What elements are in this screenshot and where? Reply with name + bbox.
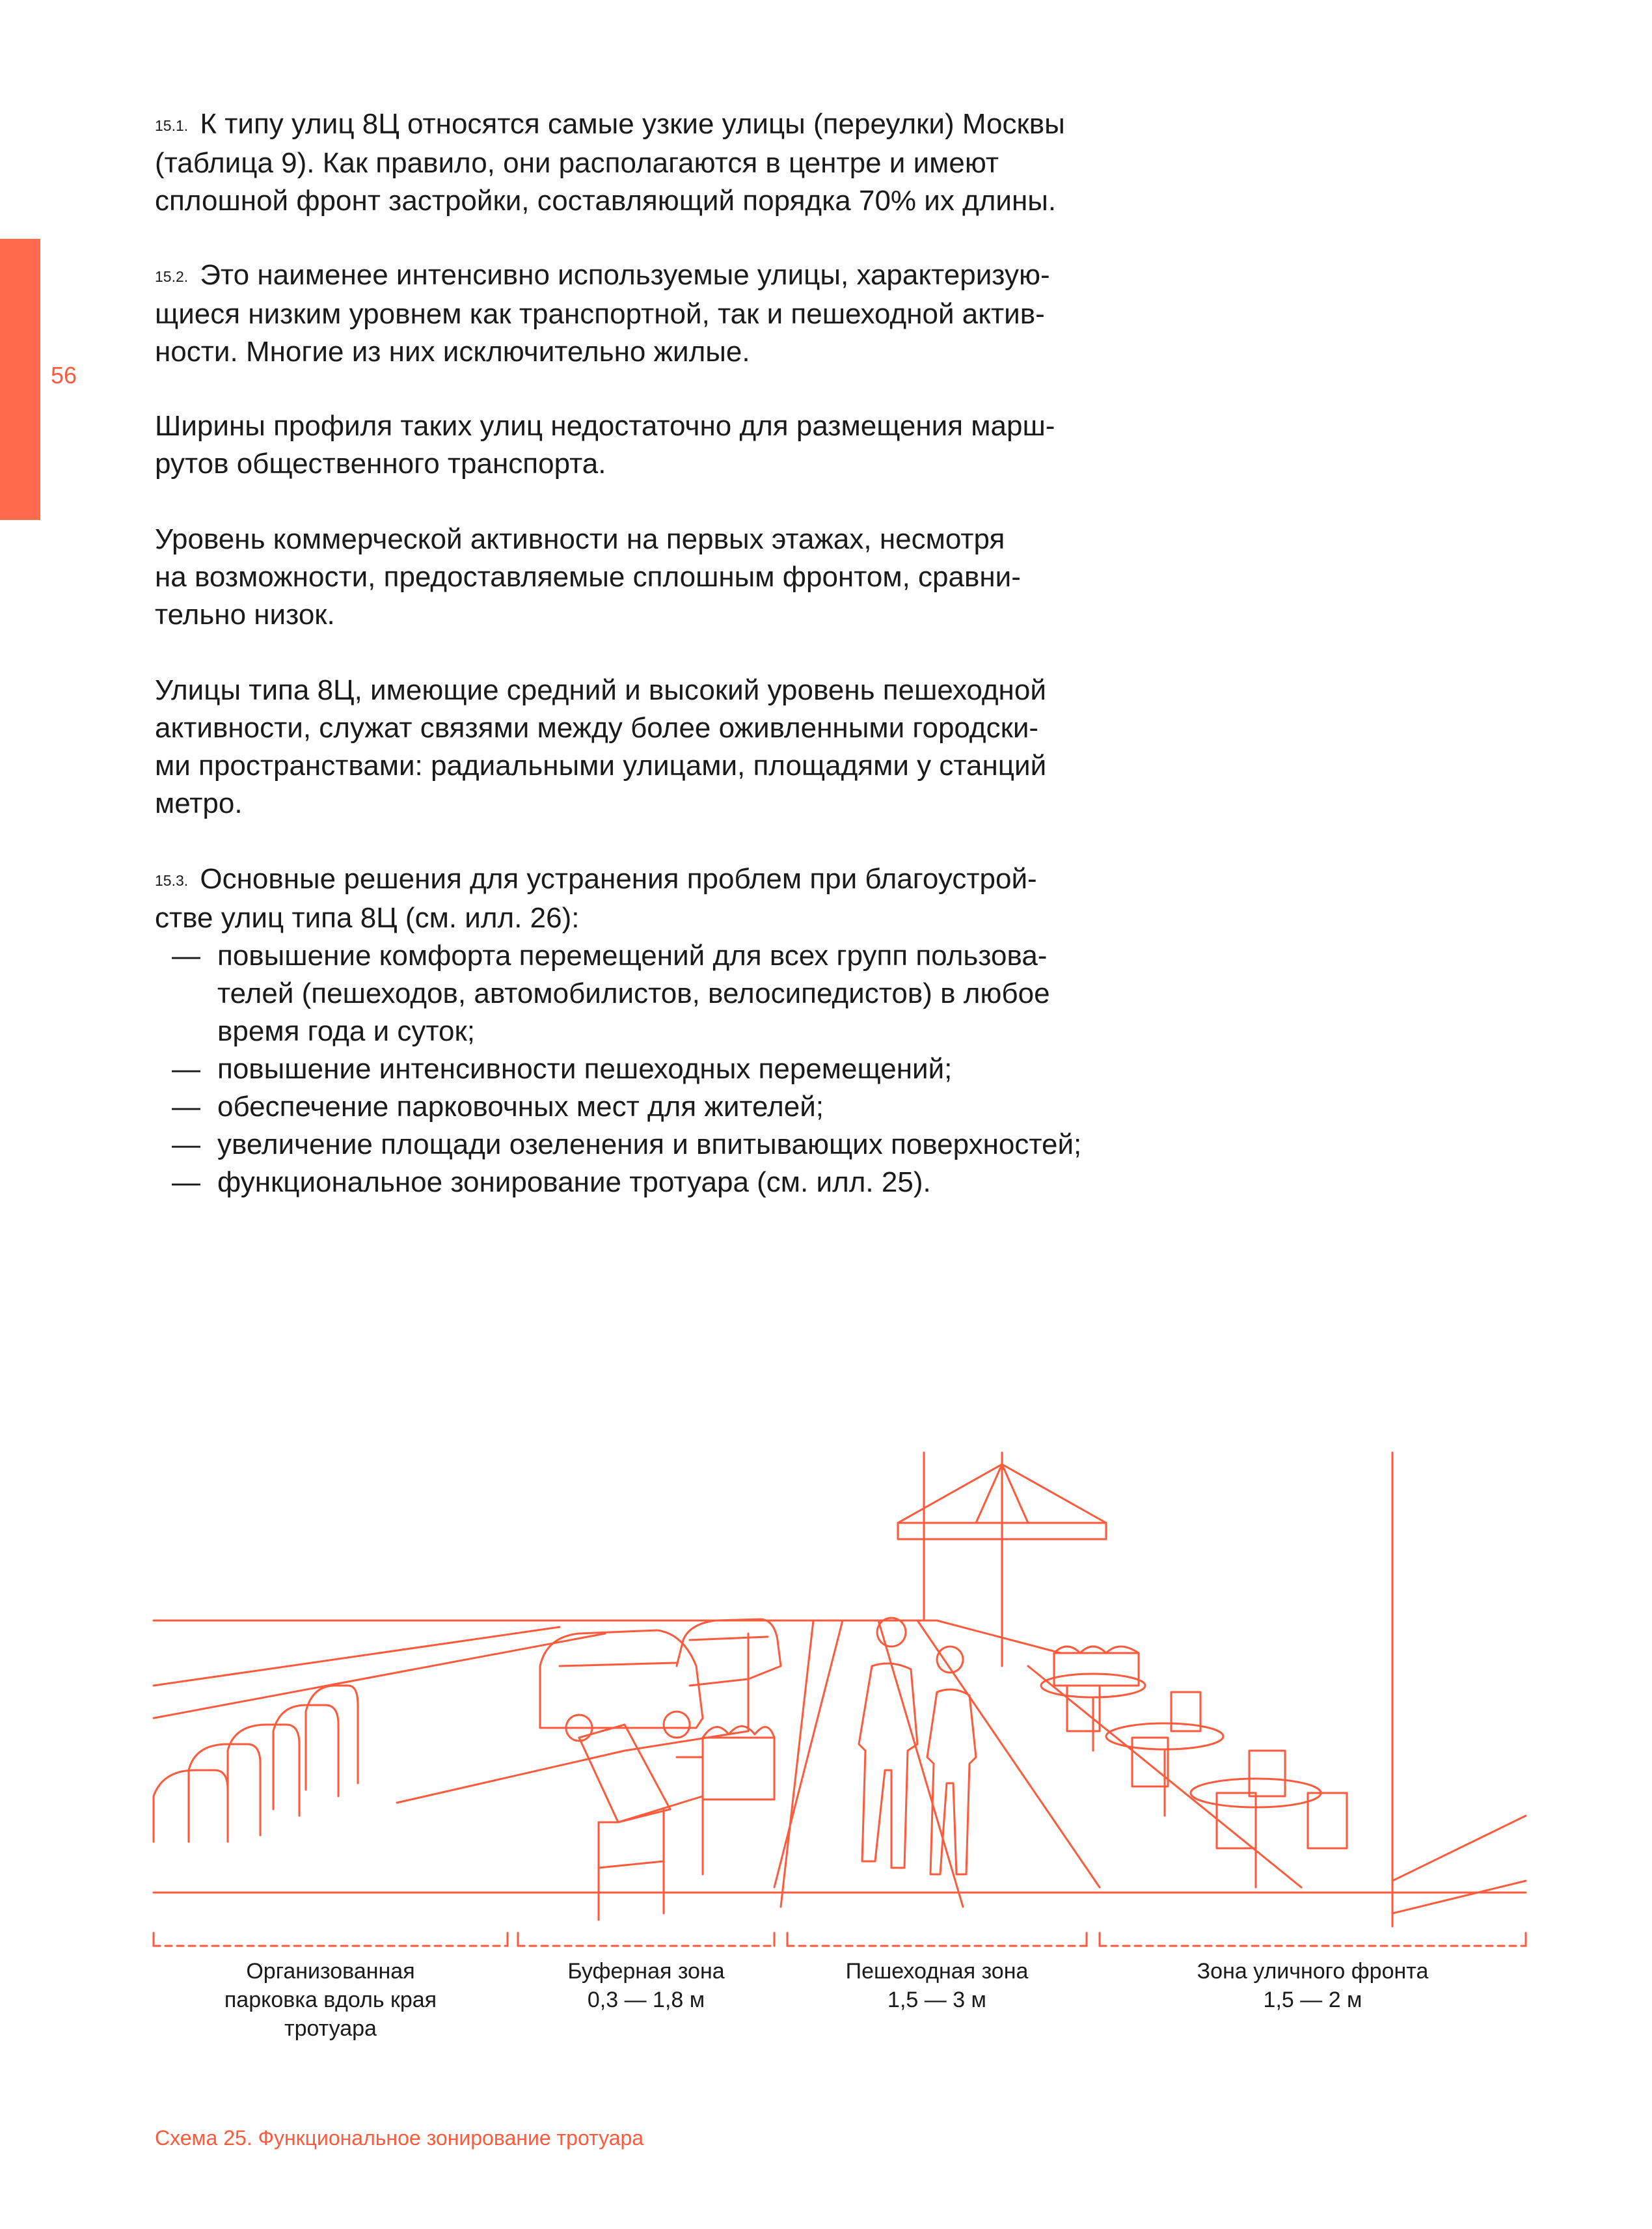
paragraph-15-1 <box>155 105 1170 220</box>
line-text: телей (пешеходов, автомобилистов, велосипедистов) в любое <box>217 978 1050 1009</box>
paragraph-number: 15.3. <box>155 872 189 889</box>
zone-label-pedestrian <box>787 1957 1087 2014</box>
zone-label-line: Организованная <box>246 1959 415 1984</box>
text-line: на возможности, предоставляемые сплошным фронтом, сравни- <box>155 561 1021 593</box>
text-line: ми пространствами: радиальными улицами, площадями у станций <box>155 750 1047 782</box>
text-line: ности. Многие из них исключительно жилые. <box>155 336 750 368</box>
cafe-furniture-drawing <box>1041 1674 1347 1887</box>
text-line: Улицы типа 8Ц, имеющие средний и высокий уровень пешеходной <box>155 674 1046 706</box>
sidewalk-zoning-illustration <box>0 1451 1652 1959</box>
text-line: щиеся низким уровнем как транспортной, так и пешеходной актив- <box>155 298 1045 330</box>
page-tab <box>0 239 40 520</box>
text-line: сплошной фронт застройки, составляющий порядка 70% их длины. <box>155 185 1057 217</box>
text-line: Ширины профиля таких улиц недостаточно для размещения марш- <box>155 410 1055 442</box>
paragraph-commercial-activity <box>155 521 1170 634</box>
parked-cars-drawing <box>540 1619 781 1741</box>
planter-drawing <box>703 1647 1139 1799</box>
text-line <box>155 105 1170 144</box>
text-line: (таблица 9). Как правило, они располагаются в центре и имеют <box>155 147 999 179</box>
paragraph-number: 15.2. <box>155 268 189 285</box>
text-line: тельно низок. <box>155 599 335 631</box>
list-item: — функциональное зонирование тротуара (см. илл. 25). <box>154 1164 1170 1201</box>
line-text: Это наименее интенсивно используемые улицы, характеризую- <box>200 259 1050 291</box>
pedestrians-drawing <box>859 1618 976 1874</box>
zone-label-line: Пешеходная зона <box>845 1959 1029 1984</box>
list-item <box>154 937 1170 1050</box>
figure-caption: Схема 25. Функциональное зонирование тротуара <box>155 2126 644 2150</box>
paragraph-pedestrian-links <box>155 672 1170 823</box>
zone-label-buffer <box>518 1957 774 2014</box>
zone-label-parking <box>154 1957 508 2043</box>
umbrella-drawing <box>898 1453 1106 1666</box>
text-line: Уровень коммерческой активности на первых этажах, несмотря <box>155 523 1005 555</box>
page-number: 56 <box>51 362 77 389</box>
text-line: метро. <box>155 787 243 819</box>
bench-drawing <box>579 1725 703 1920</box>
list-item: — повышение интенсивности пешеходных перемещений; <box>154 1050 1170 1088</box>
zone-label-line: 0,3 — 1,8 м <box>587 1988 705 2012</box>
solutions-list <box>155 937 1170 1201</box>
zone-label-line: 1,5 — 3 м <box>887 1988 986 2012</box>
zone-label-line: Зона уличного фронта <box>1197 1959 1429 1984</box>
text-line: стве улиц типа 8Ц (см. илл. 26): <box>155 902 580 934</box>
list-item: — обеспечение парковочных мест для жителей; <box>154 1088 1170 1126</box>
line-text: — повышение комфорта перемещений для всех групп пользова- <box>217 940 1048 972</box>
zone-label-street-front <box>1100 1957 1526 2014</box>
line-text: Основные решения для устранения проблем при благоустрой- <box>200 863 1037 895</box>
zone-label-line: парковка вдоль края <box>224 1988 437 2012</box>
zone-label-line: 1,5 — 2 м <box>1263 1988 1362 2012</box>
text-line: активности, служат связями между более оживленными городски- <box>155 712 1039 744</box>
paragraph-number: 15.1. <box>155 117 189 134</box>
list-item: — увеличение площади озеленения и впитывающих поверхностей; <box>154 1126 1170 1164</box>
street-perspective-lines <box>154 1453 1526 1926</box>
paragraph-profile-width <box>155 407 1170 483</box>
zone-label-line: Буферная зона <box>567 1959 725 1984</box>
zone-dimension-ticks <box>154 1933 1526 1946</box>
text-line <box>155 256 1170 295</box>
zone-label-line: тротуара <box>284 2016 377 2041</box>
paragraph-15-2 <box>155 256 1170 371</box>
text-line <box>155 860 1170 899</box>
line-text: время года и суток; <box>217 1015 475 1047</box>
text-line: рутов общественного транспорта. <box>155 448 606 480</box>
line-text: К типу улиц 8Ц относятся самые узкие улицы (переулки) Москвы <box>200 108 1065 140</box>
bicycle-rack-drawing <box>154 1686 358 1842</box>
paragraph-15-3 <box>155 860 1170 1201</box>
